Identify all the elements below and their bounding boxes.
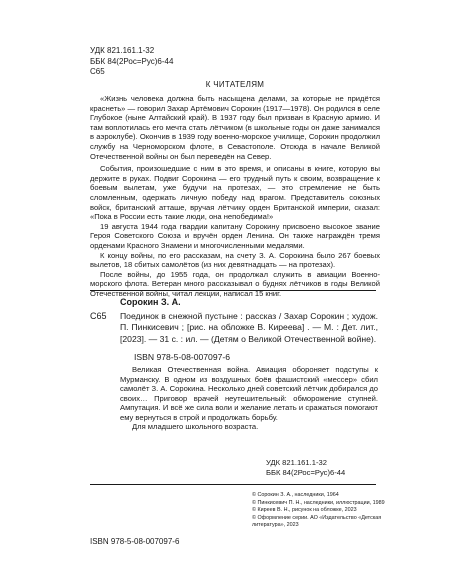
annotation [120, 365, 378, 432]
intro-paragraph: События, произошедшие с ним в это время, и описаны в книге, которую вы держите в руках. Подвиг Сорокина — его трудный путь к своим, возвращение к боевым вылетам, уже будучи на протезах, — это стремление не быть сломленным, одержать личную победу над врагом. Представитель союзных войск, британский атташе, вручая лётчику орден Британской империи, сказал: «Пока в России есть такие люди, она непобедима!» [90, 164, 380, 222]
annotation-paragraph: Для младшего школьного возраста. [132, 422, 259, 431]
bbk-code: ББК 84(2Рос=Рус)6-44 [266, 468, 346, 477]
isbn-bottom: ISBN 978-5-08-007097-6 [90, 537, 180, 546]
copyright-line: © Оформление серии. АО «Издательство «Детская литература», 2023 [252, 514, 382, 528]
classification-codes-bottom [266, 458, 345, 478]
section-title: К ЧИТАТЕЛЯМ [205, 80, 265, 89]
copyright-line: © Киреев В. Н., рисунок на обложке, 2023 [252, 507, 357, 513]
bibliographic-description: Поединок в снежной пустыне : рассказ / Захар Сорокин ; худож. П. Пинкисевич ; [рис. на обложке В. Киреева] . — М. : Дет. лит., [2023]. — 31 с. : ил. — (Детям о Великой Отечественной войне). [120, 311, 378, 344]
divider-line [90, 484, 376, 485]
classification-codes [90, 46, 173, 78]
copyright-line: © Пинкисевич П. Н., наследники, иллюстрации, 1989 [252, 499, 385, 506]
intro-paragraph: К концу войны, по его рассказам, на счету З. А. Сорокина было 267 боевых вылетов, 18 сбитых самолётов (из них девятнадцать — на протезах). [90, 250, 380, 270]
divider-line [90, 290, 376, 291]
udk-code: УДК 821.161.1-32 [90, 46, 155, 55]
copyright-line: © Сорокин З. А., наследники, 1964 [252, 492, 339, 498]
author-index-code: С65 [90, 67, 105, 76]
intro-paragraph: 19 августа 1944 года гвардии капитану Сорокину присвоено высокое звание Героя Советского Союза и вручён орден Ленина. Он также награждён тремя орденами Красного Знамени и многочисленными медалями. [90, 221, 380, 250]
annotation-paragraph: Великая Отечественная война. Авиация обороняет подступы к Мурманску. В одном из воздушных боёв фашистский «мессер» сбил самолёт З. А. Сорокина. Несколько дней советский лётчик добирался до своих… Приговор врачей неутешительный: обморожение ступней. Ампутация. И всё же сила воли и желание летать и сражаться помогают ему вернуться в строй и продолжать борьбу. [120, 365, 378, 422]
catalog-isbn: ISBN 978-5-08-007097-6 [134, 352, 231, 362]
intro-paragraph: «Жизнь человека должна быть насыщена делами, за которые не придётся краснеть» — говорил Захар Артёмович Сорокин (1917—1978). Он родился в селе Глубокое (ныне Алтайский край). В 1937 году был призван в Красную армию. И там воплотилась его мечта стать лётчиком (в школьные годы он даже занимался в аэроклубе). Окончив в 1939 году военно-морское училище, Сорокин продолжил службу на Черноморском флоте, в Севастополе. Отсюда в начале Великой Отечественной войны он был переведён на Север. [90, 94, 380, 161]
udk-code: УДК 821.161.1-32 [266, 458, 327, 467]
catalog-index: С65 [90, 311, 107, 321]
bbk-code: ББК 84(2Рос=Рус)6-44 [90, 56, 174, 66]
intro-paragraph: После войны, до 1955 года, он продолжал служить в авиации Военно-морского флота. Ветеран много рассказывал о буднях лётчиков в годы Великой Отечественной войны, читал лекции, написал 15 книг. [90, 269, 380, 298]
copyright-list [252, 492, 392, 529]
introduction-text [90, 94, 380, 298]
catalog-author: Сорокин З. А. [120, 297, 181, 307]
